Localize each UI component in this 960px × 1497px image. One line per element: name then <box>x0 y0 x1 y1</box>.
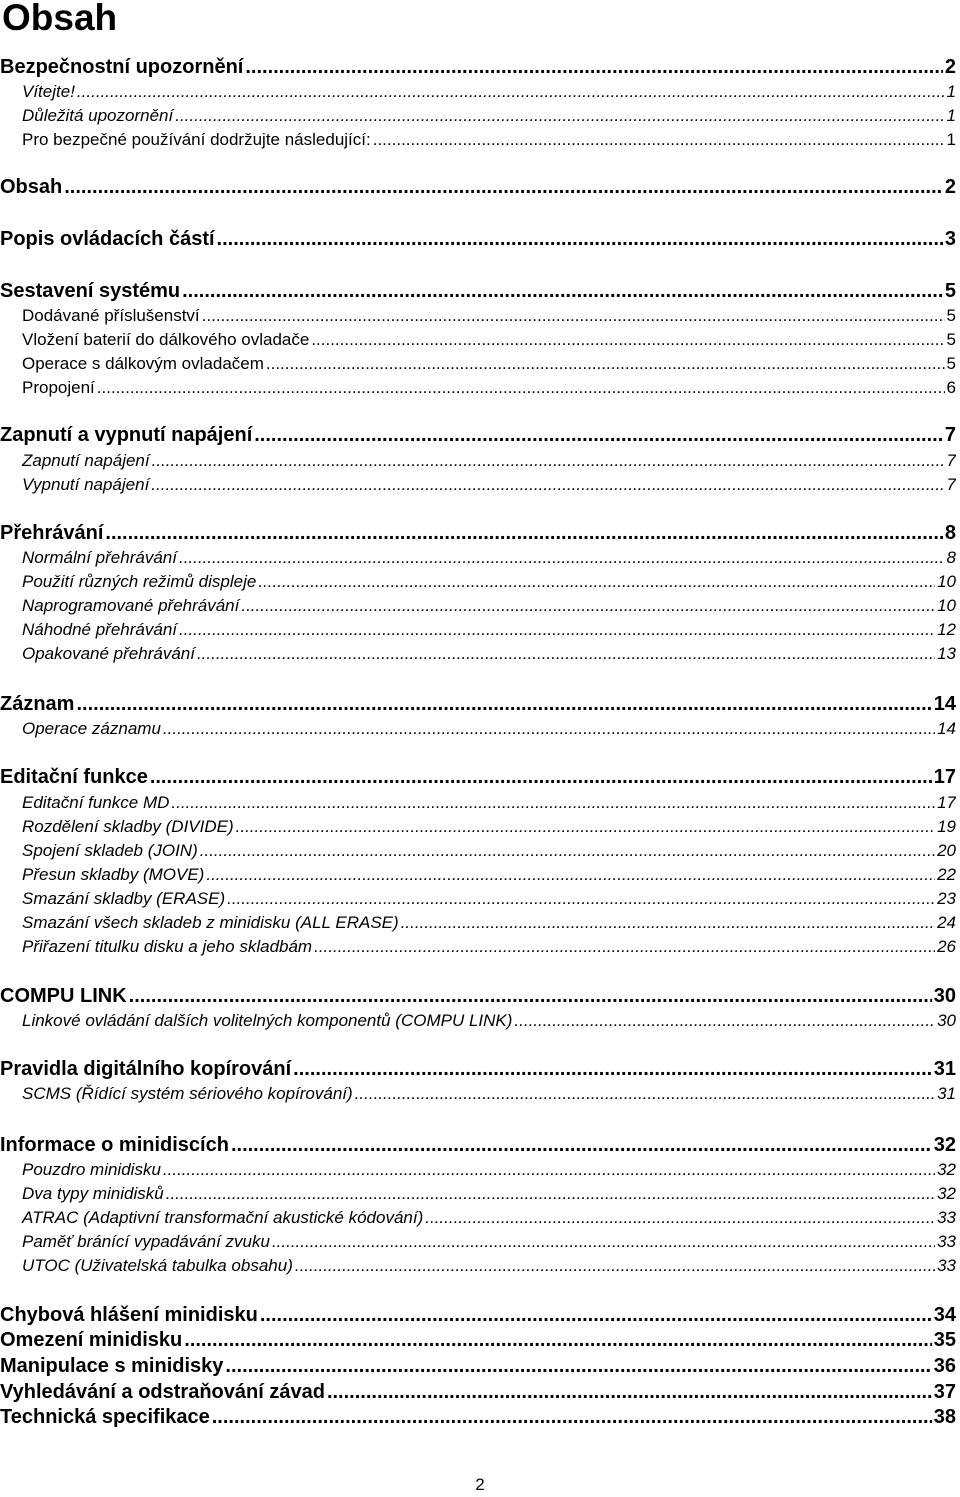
toc-entry-title: Obsah <box>0 176 63 198</box>
toc-entry-page: 32 <box>933 1134 956 1156</box>
toc-entry-title: Záznam <box>0 693 75 715</box>
toc-entry-title: Pro bezpečné používání dodržujte následující: <box>22 130 371 149</box>
toc-section-entry[interactable] <box>0 791 956 815</box>
toc-dot-leader <box>97 376 945 400</box>
toc-entry-title: Propojení <box>22 378 95 397</box>
toc-entry-title: Popis ovládacích částí <box>0 228 215 250</box>
toc-section-entry[interactable] <box>0 1082 956 1106</box>
toc-entry-title: Technická specifikace <box>0 1406 210 1428</box>
toc-entry-page: 32 <box>937 1184 956 1203</box>
toc-section-entry[interactable] <box>0 887 956 911</box>
toc-dot-leader <box>311 328 944 352</box>
toc-dot-leader <box>241 594 935 618</box>
toc-chapter-entry[interactable] <box>0 765 956 790</box>
toc-dot-leader <box>314 935 935 959</box>
toc-section-entry[interactable] <box>0 1230 956 1254</box>
toc-dot-leader <box>179 618 935 642</box>
toc-entry-page: 33 <box>937 1256 956 1275</box>
toc-entry-title: Operace s dálkovým ovladačem <box>22 354 264 373</box>
toc-entry-title: SCMS (Řídící systém sériového kopírování) <box>22 1084 353 1103</box>
toc-entry-page: 5 <box>946 330 956 349</box>
toc-dot-leader <box>77 80 945 104</box>
toc-dot-leader <box>206 863 935 887</box>
page-title: Obsah <box>2 0 118 38</box>
toc-dot-leader <box>151 473 944 497</box>
toc-section-entry[interactable] <box>0 618 956 642</box>
toc-entry-page: 1 <box>946 130 956 149</box>
toc-chapter-entry[interactable] <box>0 1303 956 1328</box>
toc-dot-leader <box>171 791 935 815</box>
toc-entry-page: 5 <box>946 306 956 325</box>
toc-entry-page: 31 <box>933 1058 956 1080</box>
toc-entry-page: 30 <box>933 985 956 1007</box>
toc-entry-page: 22 <box>937 865 956 884</box>
toc-entry-title: Omezení minidisku <box>0 1329 183 1351</box>
toc-entry-page: 7 <box>944 424 956 446</box>
toc-entry-title: Vítejte! <box>22 82 75 101</box>
toc-entry-title: Zapnutí napájení <box>22 451 150 470</box>
toc-entry-page: 5 <box>944 280 956 302</box>
toc-entry-title: Pouzdro minidisku <box>22 1160 161 1179</box>
toc-chapter-entry[interactable] <box>0 423 956 448</box>
toc-entry-page: 8 <box>946 548 956 567</box>
toc-dot-leader <box>212 1405 932 1430</box>
toc-dot-leader <box>184 1328 931 1353</box>
toc-entry-title: Spojení skladeb (JOIN) <box>22 841 198 860</box>
toc-entry-page: 19 <box>937 817 956 836</box>
toc-dot-leader <box>425 1206 935 1230</box>
toc-section-entry[interactable] <box>0 80 956 104</box>
toc-dot-leader <box>254 423 943 448</box>
toc-dot-leader <box>293 1057 932 1082</box>
toc-entry-title: ATRAC (Adaptivní transformační akustické kódování) <box>22 1208 424 1227</box>
toc-entry-title: Přesun skladby (MOVE) <box>22 865 205 884</box>
toc-section-entry[interactable] <box>0 911 956 935</box>
toc-dot-leader <box>197 642 935 666</box>
toc-dot-leader <box>355 1082 935 1106</box>
toc-entry-page: 6 <box>946 378 956 397</box>
toc-dot-leader <box>200 839 935 863</box>
toc-chapter-entry[interactable] <box>0 1133 956 1158</box>
toc-entry-title: Přehrávání <box>0 522 104 544</box>
toc-entry-title: Sestavení systému <box>0 280 181 302</box>
toc-chapter-entry[interactable] <box>0 1057 956 1082</box>
toc-chapter-entry[interactable] <box>0 55 956 80</box>
toc-section-entry[interactable] <box>0 1182 956 1206</box>
toc-dot-leader <box>260 1303 932 1328</box>
toc-dot-leader <box>245 55 943 80</box>
toc-entry-page: 32 <box>937 1160 956 1179</box>
toc-entry-title: Opakované přehrávání <box>22 644 195 663</box>
toc-entry-title: Vyhledávání a odstraňování závad <box>0 1381 325 1403</box>
toc-chapter-entry[interactable] <box>0 1354 956 1379</box>
toc-entry-page: 17 <box>933 766 956 788</box>
toc-entry-page: 3 <box>944 228 956 250</box>
toc-chapter-entry[interactable] <box>0 1380 956 1405</box>
toc-chapter-entry[interactable] <box>0 227 956 252</box>
toc-section-entry[interactable] <box>0 473 956 497</box>
toc-entry-title: Důležitá upozornění <box>22 106 174 125</box>
toc-dot-leader <box>152 449 945 473</box>
toc-section-entry[interactable] <box>0 546 956 570</box>
toc-section-entry[interactable] <box>0 935 956 959</box>
toc-entry-page: 30 <box>937 1011 956 1030</box>
toc-chapter-entry[interactable] <box>0 1328 956 1353</box>
toc-dot-leader <box>327 1380 932 1405</box>
toc-dot-leader <box>166 1182 935 1206</box>
toc-entry-page: 7 <box>946 475 956 494</box>
toc-entry-page: 33 <box>937 1208 956 1227</box>
toc-entry-page: 14 <box>933 693 956 715</box>
toc-dot-leader <box>105 521 942 546</box>
toc-entry-title: Informace o minidiscích <box>0 1134 229 1156</box>
toc-entry-page: 8 <box>944 522 956 544</box>
toc-entry-title: Paměť bránící vypadávání zvuku <box>22 1232 270 1251</box>
toc-chapter-entry[interactable] <box>0 984 956 1009</box>
toc-dot-leader <box>179 546 945 570</box>
toc-section-entry[interactable] <box>0 642 956 666</box>
toc-section-entry[interactable] <box>0 304 956 328</box>
toc-section-entry[interactable] <box>0 376 956 400</box>
toc-dot-leader <box>217 227 943 252</box>
toc-entry-title: UTOC (Uživatelská tabulka obsahu) <box>22 1256 293 1275</box>
toc-entry-page: 34 <box>933 1304 956 1326</box>
toc-entry-title: Editační funkce <box>0 766 148 788</box>
toc-entry-title: Použití různých režimů displeje <box>22 572 257 591</box>
toc-entry-page: 7 <box>946 451 956 470</box>
toc-dot-leader <box>202 304 945 328</box>
toc-dot-leader <box>163 717 935 741</box>
toc-dot-leader <box>76 692 931 717</box>
toc-section-entry[interactable] <box>0 328 956 352</box>
toc-dot-leader <box>225 1354 931 1379</box>
toc-section-entry[interactable] <box>0 449 956 473</box>
toc-entry-page: 17 <box>937 793 956 812</box>
toc-entry-title: Náhodné přehrávání <box>22 620 178 639</box>
toc-dot-leader <box>272 1230 935 1254</box>
toc-entry-page: 37 <box>933 1381 956 1403</box>
toc-entry-page: 35 <box>933 1329 956 1351</box>
toc-entry-title: Linkové ovládání dalších volitelných komponentů (COMPU LINK) <box>22 1011 513 1030</box>
toc-entry-title: Bezpečnostní upozornění <box>0 56 244 78</box>
toc-entry-title: Smazání skladby (ERASE) <box>22 889 226 908</box>
toc-section-entry[interactable] <box>0 1206 956 1230</box>
toc-entry-title: Dva typy minidisků <box>22 1184 164 1203</box>
toc-entry-page: 5 <box>946 354 956 373</box>
toc-dot-leader <box>163 1158 935 1182</box>
toc-entry-page: 31 <box>937 1084 956 1103</box>
toc-section-entry[interactable] <box>0 352 956 376</box>
toc-entry-page: 36 <box>933 1355 956 1377</box>
toc-entry-page: 12 <box>937 620 956 639</box>
toc-entry-page: 14 <box>937 719 956 738</box>
toc-entry-title: Chybová hlášení minidisku <box>0 1304 258 1326</box>
toc-section-entry[interactable] <box>0 1254 956 1278</box>
toc-chapter-entry[interactable] <box>0 175 956 200</box>
toc-dot-leader <box>129 984 932 1009</box>
toc-section-entry[interactable] <box>0 863 956 887</box>
toc-chapter-entry[interactable] <box>0 692 956 717</box>
toc-dot-leader <box>182 279 943 304</box>
toc-entry-page: 26 <box>937 937 956 956</box>
toc-entry-page: 2 <box>944 176 956 198</box>
toc-entry-title: Operace záznamu <box>22 719 161 738</box>
toc-section-entry[interactable] <box>0 570 956 594</box>
toc-entry-title: Rozdělení skladby (DIVIDE) <box>22 817 234 836</box>
toc-entry-title: Zapnutí a vypnutí napájení <box>0 424 253 446</box>
toc-entry-page: 23 <box>937 889 956 908</box>
toc-entry-page: 20 <box>937 841 956 860</box>
toc-chapter-entry[interactable] <box>0 279 956 304</box>
toc-entry-page: 33 <box>937 1232 956 1251</box>
toc-entry-title: Pravidla digitálního kopírování <box>0 1058 292 1080</box>
toc-entry-title: Editační funkce MD <box>22 793 170 812</box>
toc-section-entry[interactable] <box>0 717 956 741</box>
toc-entry-page: 2 <box>944 56 956 78</box>
toc-dot-leader <box>236 815 935 839</box>
toc-chapter-entry[interactable] <box>0 1405 956 1430</box>
toc-dot-leader <box>266 352 945 376</box>
toc-entry-title: COMPU LINK <box>0 985 127 1007</box>
toc-dot-leader <box>373 128 945 152</box>
page-number: 2 <box>475 1475 485 1494</box>
toc-entry-title: Smazání všech skladeb z minidisku (ALL ERASE) <box>22 913 399 932</box>
toc-section-entry[interactable] <box>0 594 956 618</box>
toc-section-entry[interactable] <box>0 1009 956 1033</box>
toc-entry-title: Přiřazení titulku disku a jeho skladbám <box>22 937 313 956</box>
toc-section-entry[interactable] <box>0 839 956 863</box>
toc-entry-title: Vypnutí napájení <box>22 475 150 494</box>
toc-entry-page: 1 <box>946 82 956 101</box>
toc-entry-title: Naprogramované přehrávání <box>22 596 240 615</box>
toc-dot-leader <box>175 104 944 128</box>
toc-dot-leader <box>150 765 932 790</box>
toc-entry-page: 24 <box>937 913 956 932</box>
toc-dot-leader <box>258 570 935 594</box>
toc-entry-page: 38 <box>933 1406 956 1428</box>
toc-entry-title: Manipulace s minidisky <box>0 1355 224 1377</box>
toc-chapter-entry[interactable] <box>0 521 956 546</box>
toc-entry-page: 1 <box>946 106 956 125</box>
toc-entry-title: Dodávané příslušenství <box>22 306 200 325</box>
toc-entry-title: Normální přehrávání <box>22 548 177 567</box>
toc-dot-leader <box>227 887 935 911</box>
toc-dot-leader <box>231 1133 932 1158</box>
toc-dot-leader <box>401 911 935 935</box>
toc-section-entry[interactable] <box>0 104 956 128</box>
toc-entry-page: 10 <box>937 596 956 615</box>
toc-entry-title: Vložení baterií do dálkového ovladače <box>22 330 310 349</box>
toc-dot-leader <box>295 1254 935 1278</box>
toc-dot-leader <box>514 1009 935 1033</box>
toc-entry-page: 13 <box>937 644 956 663</box>
toc-dot-leader <box>64 175 943 200</box>
toc-section-entry[interactable] <box>0 128 956 152</box>
toc-section-entry[interactable] <box>0 815 956 839</box>
toc-section-entry[interactable] <box>0 1158 956 1182</box>
toc-entry-page: 10 <box>937 572 956 591</box>
